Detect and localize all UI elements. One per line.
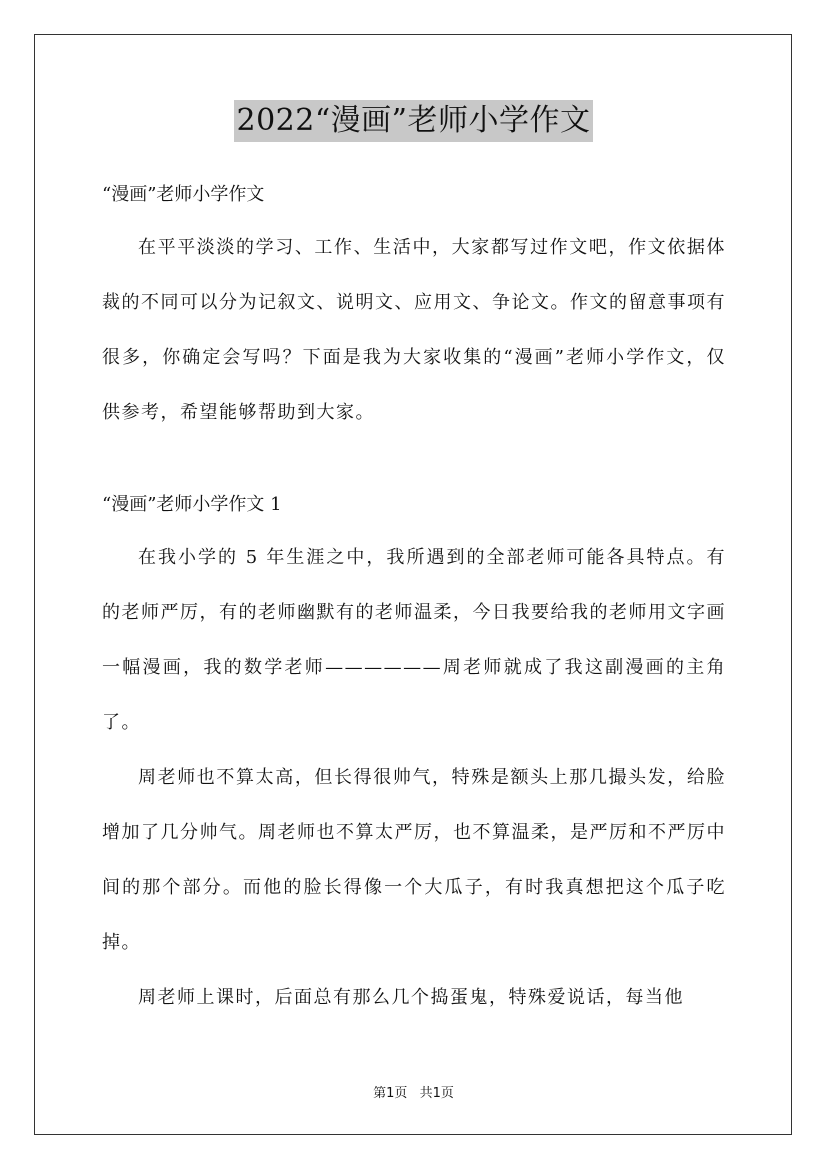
document-body — [102, 170, 726, 1025]
body-paragraph: 周老师也不算太高，但长得很帅气，特殊是额头上那几撮头发，给脸增加了几分帅气。周老师也不算太严厉，也不算温柔，是严厉和不严厉中间的那个部分。而他的脸长得像一个大瓜子，有时我真想把这个瓜子吃掉。 — [102, 767, 726, 953]
page-footer — [0, 1082, 827, 1101]
body-paragraph: 周老师上课时，后面总有那么几个捣蛋鬼，特殊爱说话，每当他 — [138, 987, 684, 1008]
document-title: 2022“漫画”老师小学作文 — [234, 100, 592, 142]
document-subtitle: “漫画”老师小学作文 — [102, 184, 265, 205]
section-spacer — [102, 440, 726, 480]
essay-heading: “漫画”老师小学作文 1 — [102, 494, 282, 515]
title-container — [0, 100, 827, 142]
body-paragraph: 在我小学的 5 年生涯之中，我所遇到的全部老师可能各具特点。有的老师严厉，有的老师幽默有的老师温柔，今日我要给我的老师用文字画一幅漫画，我的数学老师——————周老师就成了我这副漫画的主角了。 — [102, 547, 726, 733]
intro-paragraph: 在平平淡淡的学习、工作、生活中，大家都写过作文吧，作文依据体裁的不同可以分为记叙文、说明文、应用文、争论文。作文的留意事项有很多，你确定会写吗？下面是我为大家收集的“漫画”老师小学作文，仅供参考，希望能够帮助到大家。 — [102, 237, 726, 423]
page-total: 共1页 — [419, 1086, 454, 1101]
page-number: 第1页 — [373, 1086, 408, 1101]
